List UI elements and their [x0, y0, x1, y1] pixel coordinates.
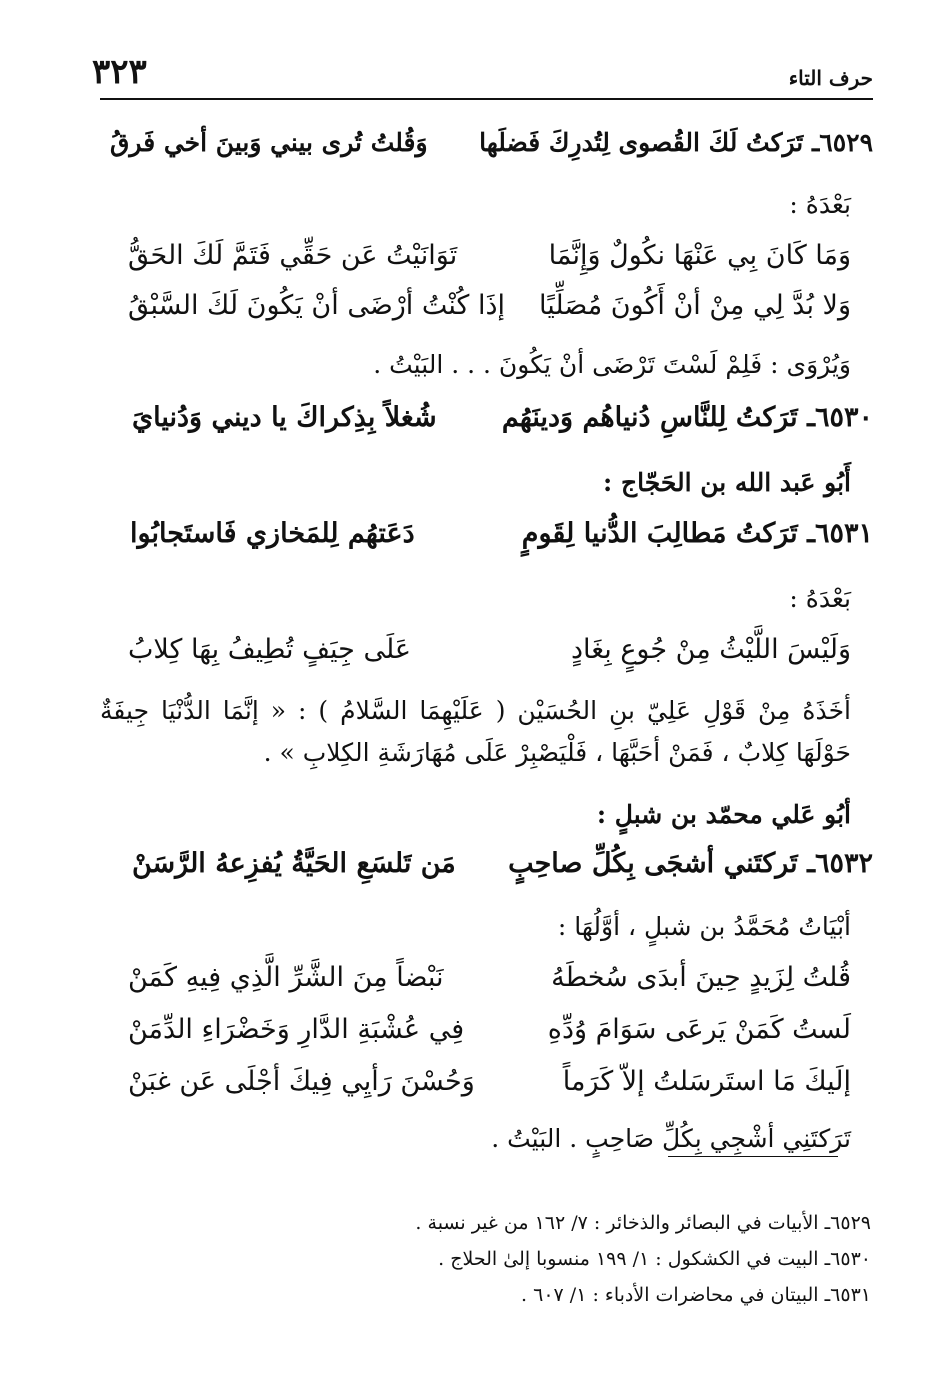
footnote-6530: ٦٥٣٠ـ البيت في الكشكول : ١/ ١٩٩ منسوبا إلىٰ الحلاج . — [438, 1248, 871, 1270]
verse-6529-b1 — [128, 240, 851, 284]
verse-6531-b1 — [128, 634, 851, 678]
hemistich-1: إلَيكَ مَا استَرسَلتُ إلاّ كَرَماً — [562, 1066, 851, 1097]
verse-number: ٦٥٣٠ـ — [807, 402, 873, 433]
hemistich-2: دَعَتهُم لِلمَخازي فَاستَجابُوا — [130, 518, 415, 549]
intro-6529: بَعْدَهُ : — [789, 190, 851, 219]
poet-6531: أَبُو عَبد الله بن الحَجّاج : — [603, 468, 851, 497]
hemistich-2: مَن تَلسَعِ الحَيَّةُ يُفزِعهُ الرَّسَنْ — [132, 848, 456, 879]
hemistich-2: عَلَى جِيَفٍ تُطِيفُ بِهَا كِلابُ — [128, 634, 411, 665]
hemistich-text: تَرَكتُ لَكَ القُصوى لِتُدرِكَ فَضلَها — [479, 128, 804, 157]
footnote-6529: ٦٥٢٩ـ الأبيات في البصائر والذخائر : ٧/ ١٦٢ من غير نسبة . — [415, 1212, 871, 1234]
footnote-rule — [668, 1156, 838, 1157]
hemistich-1: لَستُ كَمَنْ يَرعَى سَوَامَ وُدِّهِ — [547, 1014, 851, 1045]
verse-number: ٦٥٣٢ـ — [807, 848, 873, 879]
hemistich-2: تَوَانَيْتُ عَن حَقِّي فَتَمَّ لَكَ الحَقُّ — [128, 240, 458, 271]
verse-6531 — [110, 518, 873, 562]
footnote-6531: ٦٥٣١ـ البيتان في محاضرات الأدباء : ١/ ٦٠٧ . — [521, 1284, 871, 1306]
verse-number: ٦٥٢٩ـ — [811, 128, 873, 157]
poet-6532: أبُو عَلي محمّد بن شبلٍ : — [596, 800, 851, 829]
intro-6531: بَعْدَهُ : — [789, 584, 851, 613]
hemistich-1: قُلتُ لِزَيدٍ حِينَ أبدَى سُخطَهُ — [551, 962, 851, 993]
prose-6531: أخَذَهُ مِنْ قَوْلِ عَلِيّ بنِ الحُسَيْن ( عَلَيْهِمَا السَّلامُ ) : « إنَّمَا الدُّنْيَا جِيفَةٌ حَوْلَهَا كِلابٌ ، فَمَنْ أحَبَّهَا ، فَلْيَصْبِرْ عَلَى مُهَارَشَةِ الكِلابِ » . — [100, 696, 851, 767]
hemistich-1 — [502, 402, 873, 433]
hemistich-text: تَركتَني أشجَى بِكُلِّ صاحِبٍ — [508, 848, 798, 879]
closing-6532: تَرَكتَنِي أشْجِي بِكُلِّ صَاحِبٍ . البَيْتُ . — [491, 1124, 851, 1153]
hemistich-1: وَمَا كَانَ بِي عَنْهَا نكُولٌ وَإِنَّمَا — [548, 240, 851, 271]
hemistich-2: إذَا كُنْتُ أرْضَى أنْ يَكُونَ لَكَ السَّبْقُ — [128, 290, 505, 321]
hemistich-2: فِي عُشْبَةِ الدَّارِ وَخَضْرَاءِ الدِّمَنْ — [128, 1014, 465, 1045]
hemistich-1 — [479, 128, 873, 157]
hemistich-1 — [522, 518, 873, 549]
header-rule — [100, 98, 873, 100]
hemistich-2: نَبْضاً مِنَ الشَّرِّ الَّذِي فِيهِ كَمَنْ — [128, 962, 444, 993]
hemistich-2: وَحُسْنَ رَأيِي فِيكَ أجْلَى عَن غبَنْ — [128, 1066, 475, 1097]
hemistich-2: وَقُلتُ تُرى بيني وَبينَ أخي فَرقُ — [110, 128, 428, 157]
verse-6532-b2 — [128, 1014, 851, 1058]
hemistich-1: وَلا بُدَّ لِي مِنْ أنْ أَكُونَ مُصَلِّيًا — [538, 290, 851, 321]
hemistich-1 — [508, 848, 873, 879]
hemistich-2: شُغلاً بِذِكراكَ يا ديني وَدُنيايَ — [132, 402, 437, 433]
verse-6532-b1 — [128, 962, 851, 1006]
verse-6529-b2 — [128, 290, 851, 334]
verse-6529 — [110, 128, 873, 172]
hemistich-text: تَرَكتُ لِلنَّاسِ دُنياهُم وَدينَهُم — [501, 402, 798, 433]
hemistich-1: وَلَيْسَ اللَّيْثُ مِنْ جُوعٍ بِغَادٍ — [570, 634, 851, 665]
verse-6532 — [110, 848, 873, 892]
verse-number: ٦٥٣١ـ — [807, 518, 873, 549]
verse-6530 — [110, 402, 873, 446]
verse-6532-b3 — [128, 1066, 851, 1110]
note-6529: وَيُرْوَى : فَلِمْ لَسْتَ تَرْضَى أنْ يَكُونَ . . . البَيْتُ . — [373, 350, 851, 379]
section-title: حرف التاء — [788, 66, 873, 90]
intro-6532: أبْيَاتُ مُحَمَّدُ بن شبلٍ ، أوَّلُهَا : — [557, 912, 851, 941]
page-number: ٣٢٣ — [92, 52, 147, 92]
hemistich-text: تَرَكتُ مَطالِبَ الدُّنيا لِقَومٍ — [521, 518, 798, 549]
